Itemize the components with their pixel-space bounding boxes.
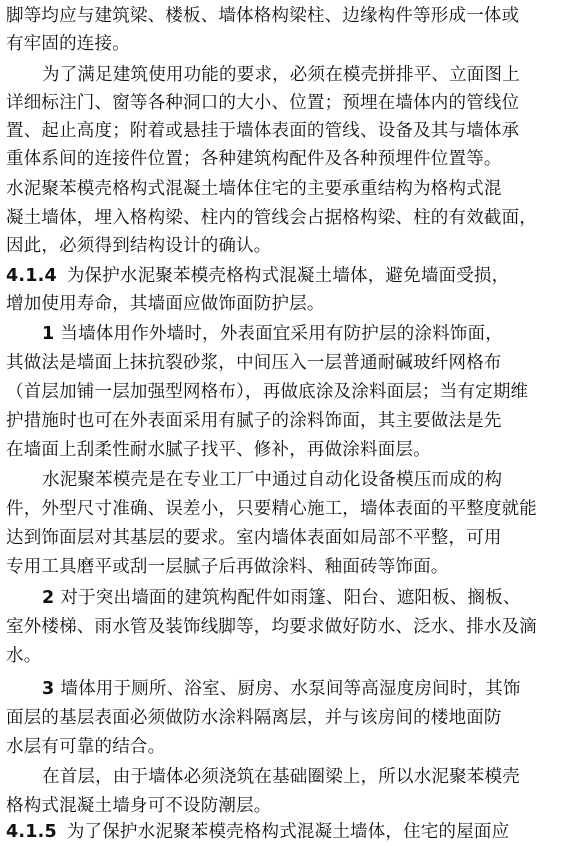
text-line: 件，外型尺寸准确、误差小，只要精心施工，墙体表面的平整度就能 (6, 499, 537, 519)
text-line: 面层的基层表面必须做防水涂料隔离层，并与该房间的楼地面防 (6, 708, 502, 728)
paragraph-first-line: 为了满足建筑使用功能的要求，必须在模壳拼排平、立面图上 (42, 65, 520, 85)
section-number: 4.1.4 (6, 266, 57, 286)
item-number: 3 (42, 679, 55, 699)
text-line: 脚等均应与建筑梁、楼板、墙体格构梁柱、边缘构件等形成一体或 (6, 6, 520, 26)
text-line: 因此，必须得到结构设计的确认。 (6, 236, 272, 256)
text-line: 护措施时也可在外表面采用有腻子的涂料饰面，其主要做法是先 (6, 411, 502, 431)
text-line: （首层加铺一层加强型网格布），再做底涂及涂料面层；当有定期维 (6, 382, 529, 402)
text-line: 水泥聚苯模壳格构式混凝土墙体住宅的主要承重结构为格构式混 (6, 179, 502, 199)
text-line: 达到饰面层对其基层的要求。室内墙体表面如局部不平整，可用 (6, 528, 502, 548)
text-line: 格构式混凝土墙身可不设防潮层。 (6, 796, 272, 816)
text-line: 其做法是墙面上抹抗裂砂浆，中间压入一层普通耐碱玻纤网格布 (6, 353, 502, 373)
text-line: 置、起止高度；附着或悬挂于墙体表面的管线、设备及其与墙体承 (6, 121, 520, 141)
text-line: 有牢固的连接。 (6, 34, 130, 54)
text-line: 重体系间的连接件位置；各种建筑构配件及各种预埋件位置等。 (6, 149, 502, 169)
text-line: 增加使用寿命，其墙面应做饰面防护层。 (6, 294, 325, 314)
text-line: 专用工具磨平或刮一层腻子后再做涂料、釉面砖等饰面。 (6, 557, 449, 577)
list-item-1: 1 当墙体用作外墙时，外表面宜采用有防护层的涂料饰面， (42, 324, 503, 344)
text-line: 凝土墙体，埋入格构梁、柱内的管线会占据格构梁、柱的有效截面， (6, 208, 537, 228)
paragraph-first-line: 水泥聚苯模壳是在专业工厂中通过自动化设备模压而成的构 (42, 470, 503, 490)
item-number: 2 (42, 588, 55, 608)
section-number: 4.1.5 (6, 822, 57, 842)
list-item-3: 3 墙体用于厕所、浴室、厨房、水泵间等高湿度房间时，其饰 (42, 679, 521, 699)
text-line: 在墙面上刮柔性耐水腻子找平、修补，再做涂料面层。 (6, 440, 431, 460)
section-heading-4-1-5: 4.1.5 为了保护水泥聚苯模壳格构式混凝土墙体，住宅的屋面应 (6, 822, 510, 842)
text-line: 水。 (6, 646, 42, 666)
text-line: 水层有可靠的结合。 (6, 737, 166, 757)
text-line: 详细标注门、窗等各种洞口的大小、位置；预埋在墙体内的管线位 (6, 93, 520, 113)
text-line: 室外楼梯、雨水管及装饰线脚等，均要求做好防水、泛水、排水及滴 (6, 617, 537, 637)
paragraph-first-line: 在首层，由于墙体必须浇筑在基础圈梁上，所以水泥聚苯模壳 (42, 767, 520, 787)
section-heading-4-1-4: 4.1.4 为保护水泥聚苯模壳格构式混凝土墙体，避免墙面受损， (6, 266, 510, 286)
item-number: 1 (42, 324, 55, 344)
list-item-2: 2 对于突出墙面的建筑构配件如雨篷、阳台、遮阳板、搁板、 (42, 588, 521, 608)
